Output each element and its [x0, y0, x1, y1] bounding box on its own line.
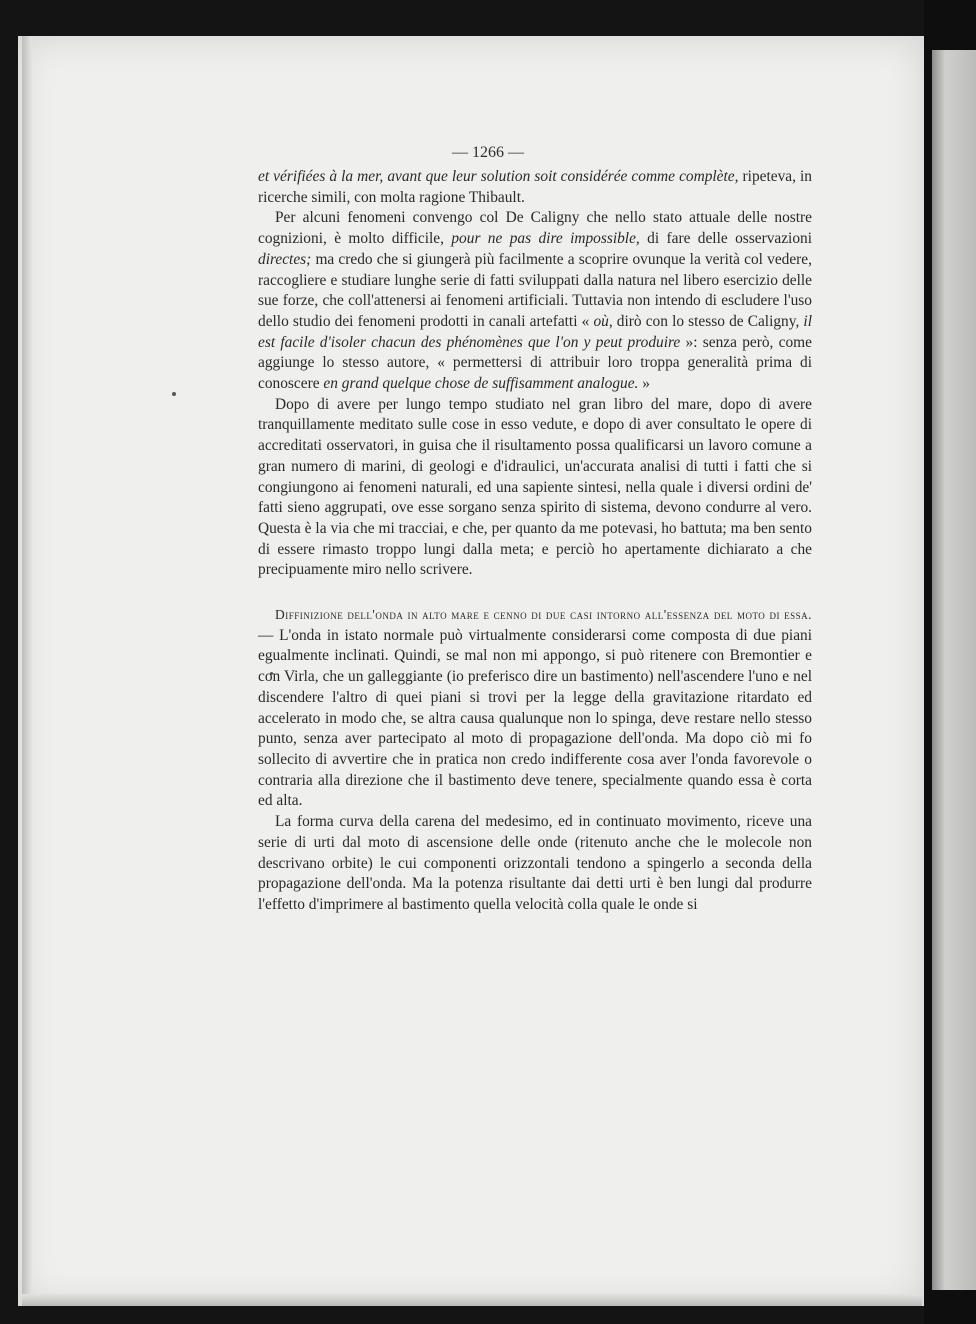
text-run: La forma curva della carena del medesimo, ed in continuato movimento, riceve una serie di urti dal moto di ascensione delle onde (ritenuto anche che le molecole non descrivano orbite) le cui componenti orizzontali tendono a spingerlo a seconda della propagazione dell'onda. Ma la potenza risultante dai detti urti è ben lungi dal produrre l'effetto d'imprimere al bastimento quella velocità colla quale le onde si	[258, 813, 812, 913]
paragraph	[258, 395, 812, 581]
italic-text: directes;	[258, 250, 312, 268]
body-text	[258, 167, 812, 916]
text-run: dirò con lo stesso de Caligny,	[612, 312, 804, 330]
section-heading: Diffinizione dell'onda in alto mare e cenno di due casi intorno all'essenza del moto di essa.	[275, 607, 812, 623]
page-edge-bottom	[22, 1294, 922, 1306]
text-run: ripeteva, in ricerche simili, con molta ragione Thibault.	[258, 168, 812, 206]
text-run: Per alcuni fenomeni convengo col De Caligny che nello stato attuale delle nostre cognizioni, è molto difficile,	[258, 209, 812, 248]
paragraph	[258, 167, 812, 208]
section-paragraph	[258, 605, 812, 812]
text-run: »	[638, 375, 650, 393]
page-edge-left	[22, 36, 32, 1306]
text-run: Dopo di avere per lungo tempo studiato nel gran libro del mare, dopo di avere tranquillamente meditato sulle cose in esso vedute, e dopo di aver consultato le opere di accreditati osservatori, in guisa che il risultamento possa qualificarsi un lavoro comune a gran numero di marini, di geologi e d'idraulici, un'accurata analisi di tutti i fatti che si congiungono ai fenomeni naturali, ed una sapiente sintesi, nella quale i diversi ordini de' fatti sieno aggrupati, ove esse sorgano senza spirito di sistema, devono condurre al vero. Questa è la via che mi tracciai, e che, per quanto da me potevasi, ho battuta; ma ben sento di essere rimasto troppo lungi dalla meta; e perciò ho apertamente dichiarato a che precipuamente miro nello scrivere.	[258, 395, 812, 579]
text-run: »: senza però, come aggiunge lo stesso autore, « permettersi di attribuir loro troppa generalità prima di conoscere	[258, 333, 812, 393]
italic-text: où,	[593, 312, 613, 330]
paper-speck	[172, 392, 176, 396]
adjacent-page-edge	[924, 0, 976, 1324]
paragraph	[258, 208, 812, 394]
italic-text: il est facile d'isoler chacun des phénomènes que l'on y peut produire	[258, 312, 812, 351]
paragraph	[258, 812, 812, 916]
italic-text: et vérifiées à la mer, avant que leur solution soit considérée comme complète,	[258, 168, 739, 185]
text-run: di fare delle osservazioni	[639, 230, 813, 248]
page-number: — 1266 —	[452, 144, 524, 161]
text-run: — L'onda in istato normale può virtualmente considerarsi come composta di due piani egualmente inclinati. Quindi, se mal non mi appongo, si può ritenere con Bremontier e con Virla, che un galleggiante (io preferisco dire un bastimento) nell'ascendere l'uno e nel discendere l'altro di quei piani si trovi per la legge della gravitazione ritardato ed accelerato in modo che, se altra causa qualunque non lo spinga, deve restare nello stesso punto, senza aver partecipato al moto di propagazione dell'onda. Ma dopo ciò mi fo sollecito di avvertire che in pratica non credo indifferente cosa aver l'onda favorevole o contraria alla direzione che il bastimento deve tenere, specialmente quando essa è corta ed alta.	[258, 626, 812, 810]
text-run: ma credo che si giungerà più facilmente a scoprire ovunque la verità col vedere, raccogliere e studiare lunghe serie di fatti sviluppati dalla natura nel libero esercizio delle sue forze, che coll'attenersi ai fenomeni artificiali. Tuttavia non intendo di escludere l'uso dello studio dei fenomeni prodotti in canali artefatti «	[258, 250, 812, 330]
italic-text: en grand quelque chose de suffisamment analogue.	[323, 375, 639, 393]
italic-text: pour ne pas dire impossible,	[451, 230, 640, 248]
